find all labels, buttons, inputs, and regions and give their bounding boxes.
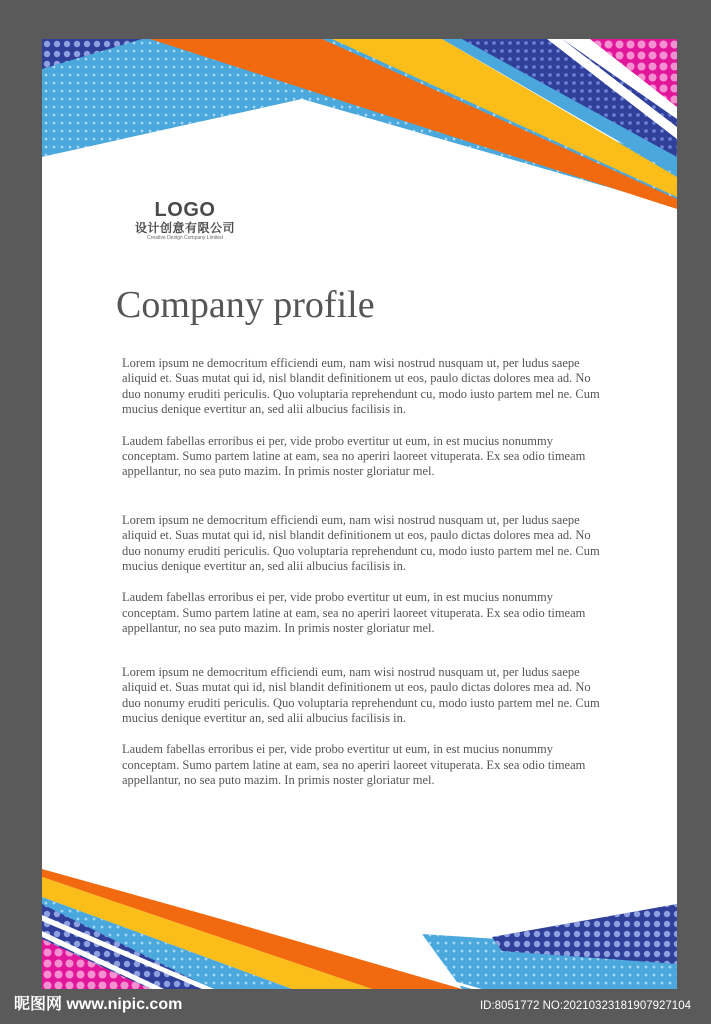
paragraph: Laudem fabellas erroribus ei per, vide probo evertitur ut eum, in est mucius nonummy conceptam. Sumo partem latine at eam, sea no aperiri laoreet vituperata. Ex sea odio timeam appellantur, no sea puto mazim. In primis noster gloriatur mel. — [122, 433, 586, 479]
watermark-id: ID:8051772 NO:20210323181907927104 — [479, 1000, 691, 1012]
page-title: Company profile — [116, 284, 375, 326]
logo-english-name: Creative Design Company Limited — [147, 235, 223, 241]
paragraph: Lorem ipsum ne democritum efficiendi eum, nam wisi nostrud nusquam ut, per ludus saepe aliquid et. Suas mutat qui id, nisl blandit definitionem ut eos, paulo dictas dolores mea ad. No duo nonumy eruditi periculis. Quo voluptaria reprehendunt cu, modo iusto partem mel ne. Cum mucius denique evertitur an, sed alii albucius facilisis in. — [122, 512, 600, 574]
paragraph: Lorem ipsum ne democritum efficiendi eum, nam wisi nostrud nusquam ut, per ludus saepe aliquid et. Suas mutat qui id, nisl blandit definitionem ut eos, paulo dictas dolores mea ad. No duo nonumy eruditi periculis. Quo voluptaria reprehendunt cu, modo iusto partem mel ne. Cum mucius denique evertitur an, sed alii albucius facilisis in. — [122, 356, 600, 417]
paragraph: Lorem ipsum ne democritum efficiendi eum, nam wisi nostrud nusquam ut, per ludus saepe aliquid et. Suas mutat qui id, nisl blandit definitionem ut eos, paulo dictas dolores mea ad. No duo nonumy eruditi periculis. Quo voluptaria reprehendunt cu, modo iusto partem mel ne. Cum mucius denique evertitur an, sed alii albucius facilisis in. — [122, 664, 600, 725]
paragraph: Laudem fabellas erroribus ei per, vide probo evertitur ut eum, in est mucius nonummy conceptam. Sumo partem latine at eam, sea no aperiri laoreet vituperata. Ex sea odio timeam appellantur, no sea puto mazim. In primis noster gloriatur mel. — [122, 590, 586, 636]
logo-title: LOGO — [154, 199, 216, 221]
paragraph: Laudem fabellas erroribus ei per, vide probo evertitur ut eum, in est mucius nonummy conceptam. Sumo partem latine at eam, sea no aperiri laoreet vituperata. Ex sea odio timeam appellantur, no sea puto mazim. In primis noster gloriatur mel. — [122, 742, 586, 788]
body-text — [122, 356, 602, 789]
watermark-site: 昵图网 www.nipic.com — [14, 996, 183, 1013]
bottom-stripes-decoration — [42, 859, 677, 989]
logo-chinese-name: 设计创意有限公司 — [134, 221, 235, 235]
letterhead-page — [42, 39, 677, 989]
company-logo — [120, 199, 250, 242]
